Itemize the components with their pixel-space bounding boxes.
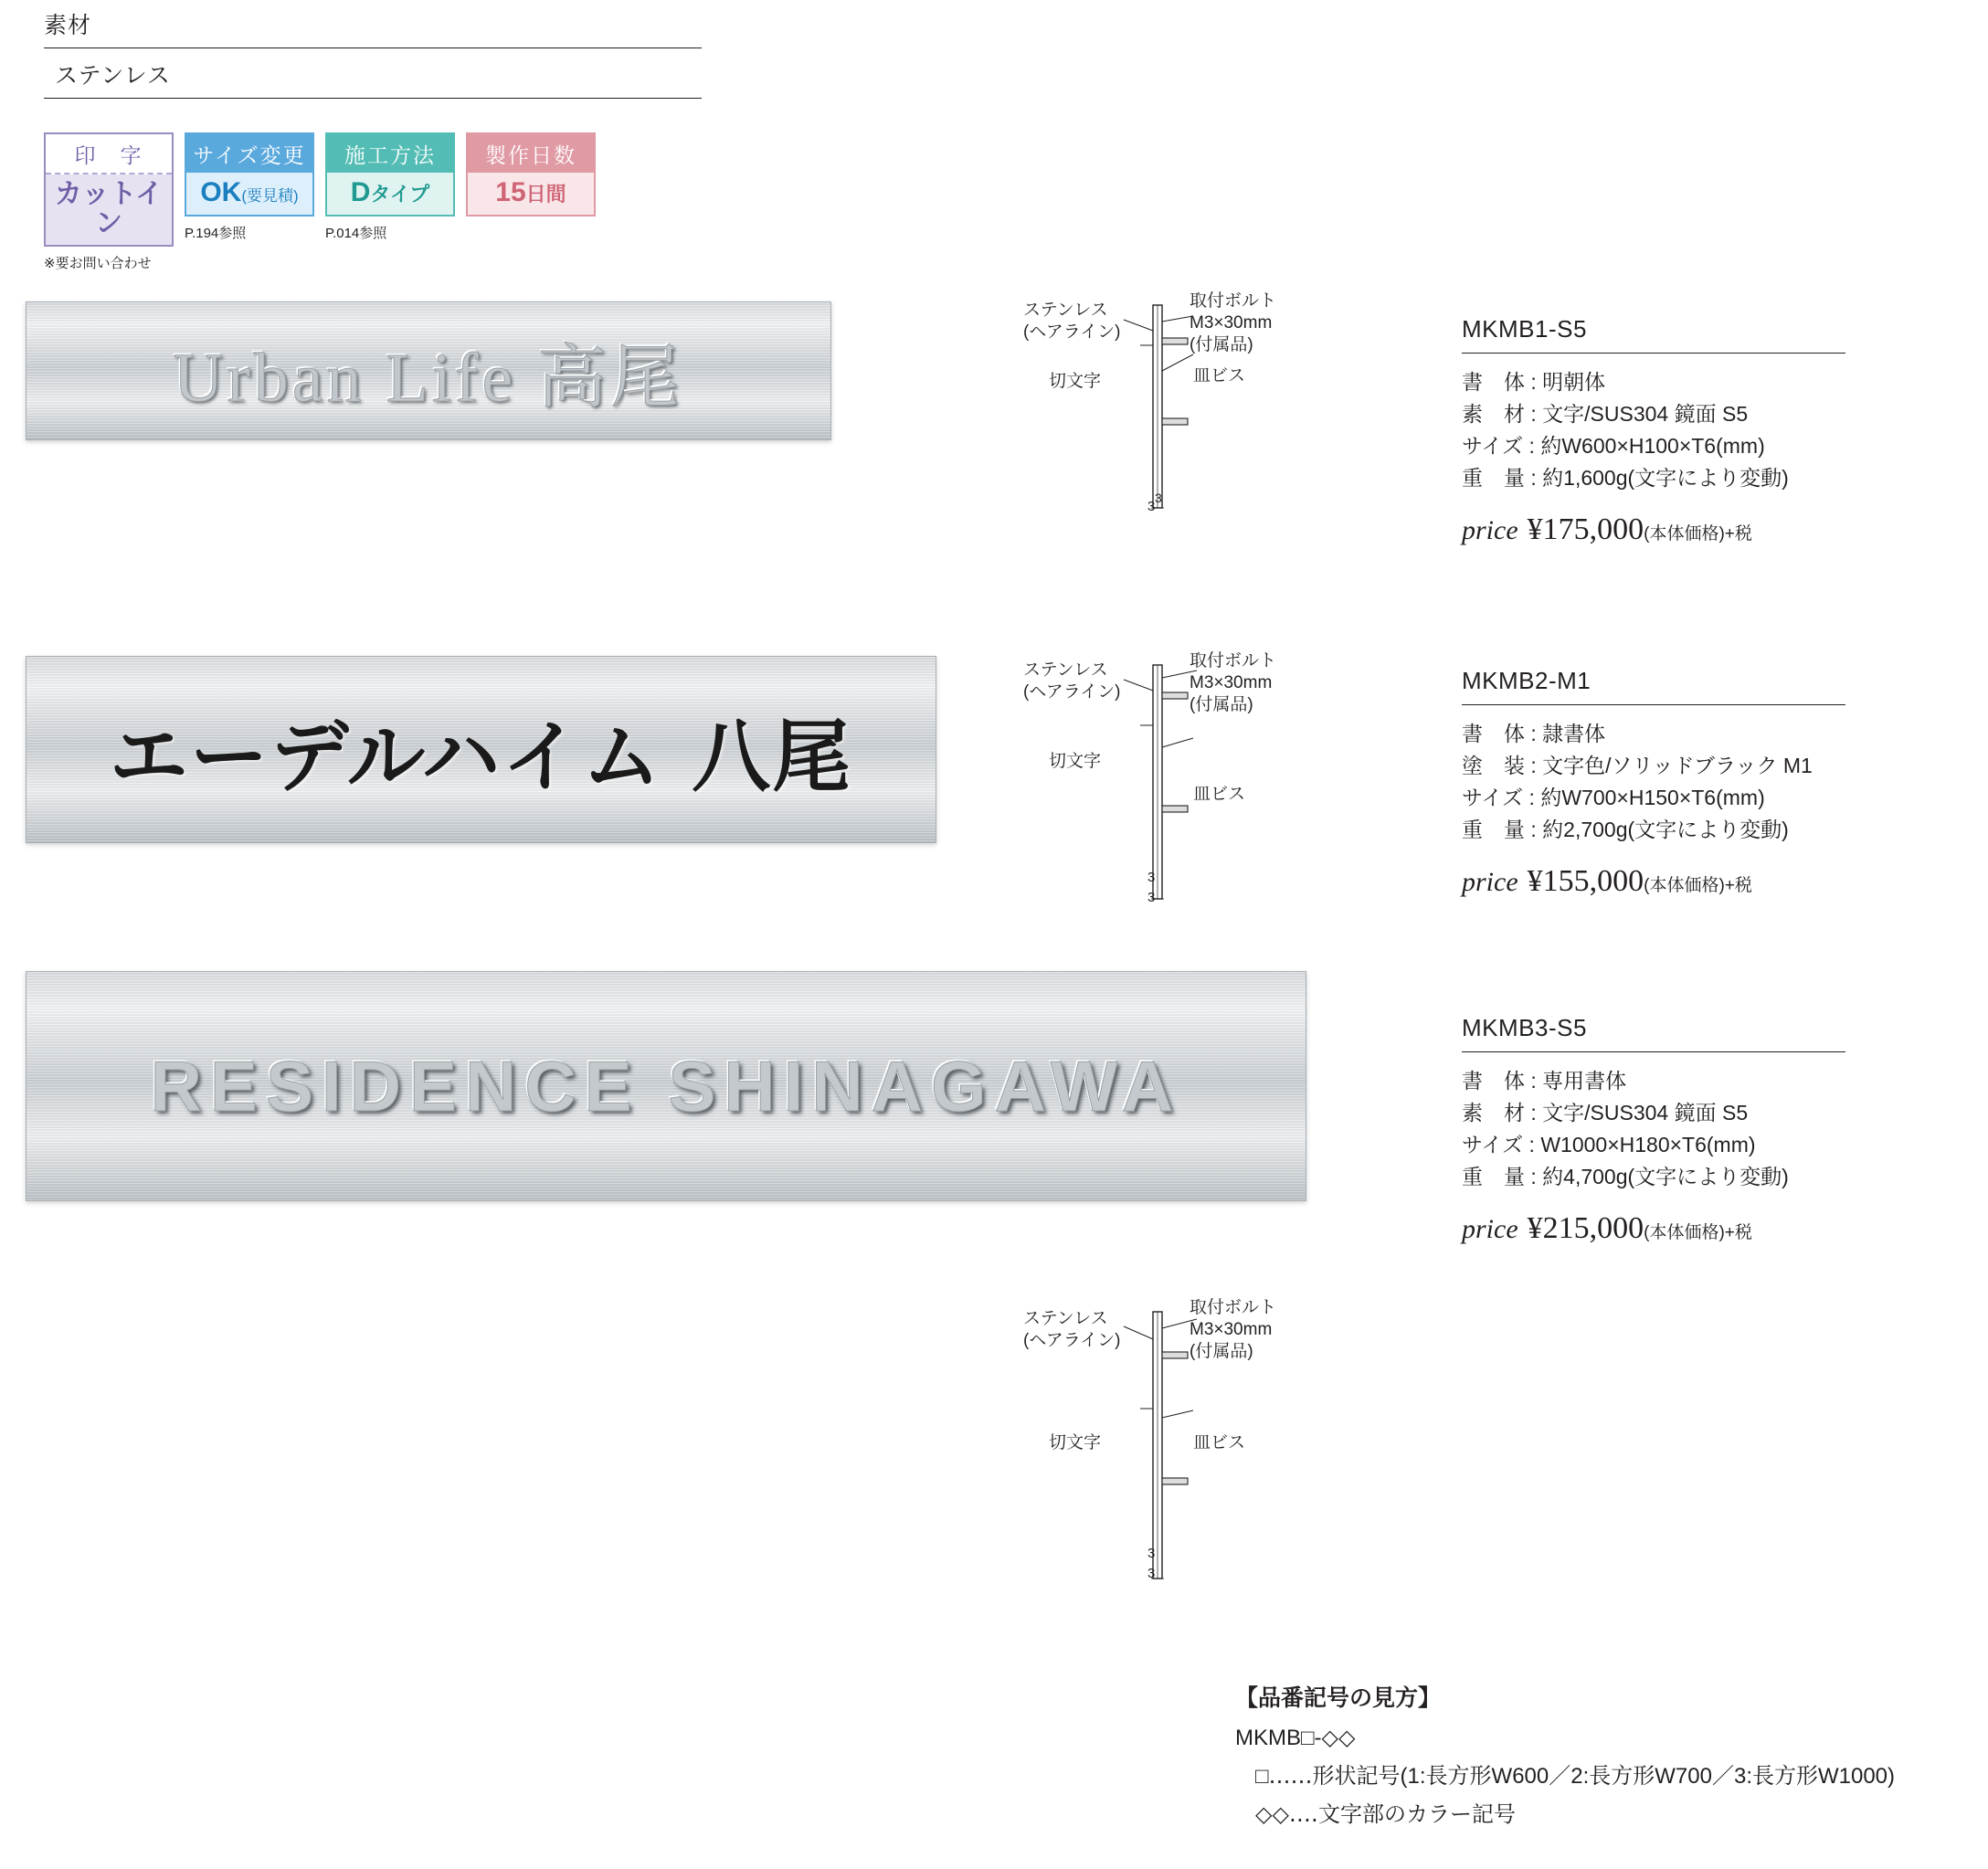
diagram-label-stainless: ステンレス (ヘアライン) [1023, 1309, 1121, 1350]
badge-print-wrap [44, 132, 174, 272]
badge-size-main: OK [200, 177, 242, 207]
legend-title: 【品番記号の見方】 [1235, 1685, 1442, 1711]
badge-method-title: 施工方法 [327, 134, 453, 173]
product-spec-row: サイズ : 約W700×H150×T6(mm) [1462, 785, 1765, 809]
badge-days-main: 15 [495, 177, 526, 207]
section-diagram-3 [1023, 1297, 1325, 1589]
badge-method-note: P.014参照 [325, 225, 387, 241]
product-price [1462, 864, 1845, 899]
product-spec-row: 塗 装 : 文字色/ソリッドブラック M1 [1462, 753, 1813, 777]
sign-plate-text: RESIDENCE SHINAGAWA [150, 1045, 1182, 1126]
badge-construction-method [325, 132, 455, 216]
badge-method-sub: タイプ [370, 183, 430, 206]
price-tax-note: (本体価格)+税 [1644, 875, 1752, 895]
price-word: price [1462, 514, 1518, 545]
product-info-mkmb2 [1462, 667, 1845, 899]
sign-plate-text: エーデルハイム 八尾 [109, 711, 853, 803]
diagram-label-screw: 皿ビス [1193, 1433, 1246, 1452]
product-spec-row: 書 体 : 隷書体 [1462, 722, 1606, 745]
diagram-dim-3b: 3 [1147, 890, 1156, 905]
diagram-label-cut-char: 切文字 [1049, 1433, 1102, 1452]
diagram-dim-3: 3 [1147, 499, 1156, 514]
sign-plate-urban-life-takao [26, 301, 831, 440]
badge-size-sub: (要見積) [241, 187, 299, 205]
spec-badge-group [44, 132, 607, 272]
price-word: price [1462, 866, 1518, 897]
diagram-label-cut-char: 切文字 [1049, 372, 1102, 391]
diagram-label-cut-char: 切文字 [1049, 752, 1102, 771]
legend-pattern: MKMB□-◇◇ [1235, 1725, 1356, 1750]
badge-size-value [186, 173, 312, 215]
badge-size-change [185, 132, 314, 216]
part-number-legend [1235, 1679, 1895, 1834]
diagram-label-bolt: 取付ボルト M3×30mm (付属品) [1190, 1298, 1277, 1361]
section-diagram-2 [1023, 650, 1325, 905]
badge-size-title: サイズ変更 [186, 134, 312, 173]
diagram-label-stainless: ステンレス (ヘアライン) [1023, 660, 1121, 702]
diagram-dim-3a: 3 [1147, 1546, 1156, 1561]
svg-text:3: 3 [1155, 491, 1162, 505]
sign-plate-edelheim-yao [26, 656, 936, 843]
product-price [1462, 1211, 1845, 1246]
product-spec-row: 重 量 : 約2,700g(文字により変動) [1462, 817, 1789, 841]
product-info-mkmb1 [1462, 315, 1845, 547]
diagram-label-screw: 皿ビス [1193, 366, 1246, 385]
badge-days-sub: 日間 [525, 183, 566, 206]
product-price [1462, 512, 1845, 547]
diagram-dim-3a: 3 [1147, 870, 1156, 885]
badge-print-value: カットイン [46, 174, 172, 245]
product-spec-row: 重 量 : 約4,700g(文字により変動) [1462, 1164, 1789, 1188]
price-tax-note: (本体価格)+税 [1644, 1222, 1752, 1242]
product-code: MKMB1-S5 [1462, 315, 1845, 354]
product-spec-row: サイズ : 約W600×H100×T6(mm) [1462, 433, 1765, 458]
badge-method-wrap [325, 132, 455, 242]
price-amount: ¥155,000 [1527, 863, 1644, 898]
legend-line-color: ◇◇‥‥文字部のカラー記号 [1255, 1801, 1516, 1827]
badge-size-note: P.194参照 [185, 225, 247, 241]
sign-plate-text: Urban Life 高尾 [173, 339, 684, 417]
price-word: price [1462, 1213, 1518, 1244]
badge-print [44, 132, 174, 247]
product-code: MKMB2-M1 [1462, 667, 1845, 705]
diagram-label-stainless: ステンレス (ヘアライン) [1023, 301, 1121, 342]
diagram-label-screw: 皿ビス [1193, 785, 1246, 804]
badge-size-wrap [185, 132, 314, 242]
price-amount: ¥215,000 [1527, 1210, 1644, 1245]
product-spec-row: サイズ : W1000×H180×T6(mm) [1462, 1132, 1756, 1156]
badge-method-value [327, 173, 453, 215]
badge-print-note: ※要お問い合わせ [44, 256, 152, 271]
product-spec-row: 書 体 : 専用書体 [1462, 1069, 1627, 1093]
price-amount: ¥175,000 [1527, 512, 1644, 546]
material-value: ステンレス [44, 48, 702, 99]
badge-production-days [466, 132, 596, 216]
diagram-dim-3b: 3 [1147, 1566, 1156, 1581]
badge-print-title: 印 字 [46, 134, 172, 174]
material-block [44, 7, 702, 99]
legend-line-shape: □‥‥‥形状記号(1:長方形W600／2:長方形W700／3:長方形W1000) [1255, 1763, 1896, 1789]
product-info-mkmb3 [1462, 1014, 1845, 1246]
sign-plate-residence-shinagawa [26, 971, 1306, 1201]
diagram-label-bolt: 取付ボルト M3×30mm (付属品) [1190, 651, 1277, 714]
product-spec-row: 重 量 : 約1,600g(文字により変動) [1462, 465, 1789, 490]
diagram-label-bolt: 取付ボルト M3×30mm (付属品) [1190, 291, 1277, 354]
badge-days-value [468, 173, 594, 215]
price-tax-note: (本体価格)+税 [1644, 523, 1752, 544]
section-diagram-1 [1023, 290, 1325, 519]
product-spec-row: 書 体 : 明朝体 [1462, 370, 1606, 394]
product-spec-row: 素 材 : 文字/SUS304 鏡面 S5 [1462, 401, 1749, 426]
badge-days-wrap [466, 132, 596, 223]
material-label: 素材 [44, 7, 702, 48]
badge-method-main: D [350, 177, 371, 207]
badge-days-title: 製作日数 [468, 134, 594, 173]
product-code: MKMB3-S5 [1462, 1014, 1845, 1052]
product-spec-row: 素 材 : 文字/SUS304 鏡面 S5 [1462, 1100, 1749, 1125]
